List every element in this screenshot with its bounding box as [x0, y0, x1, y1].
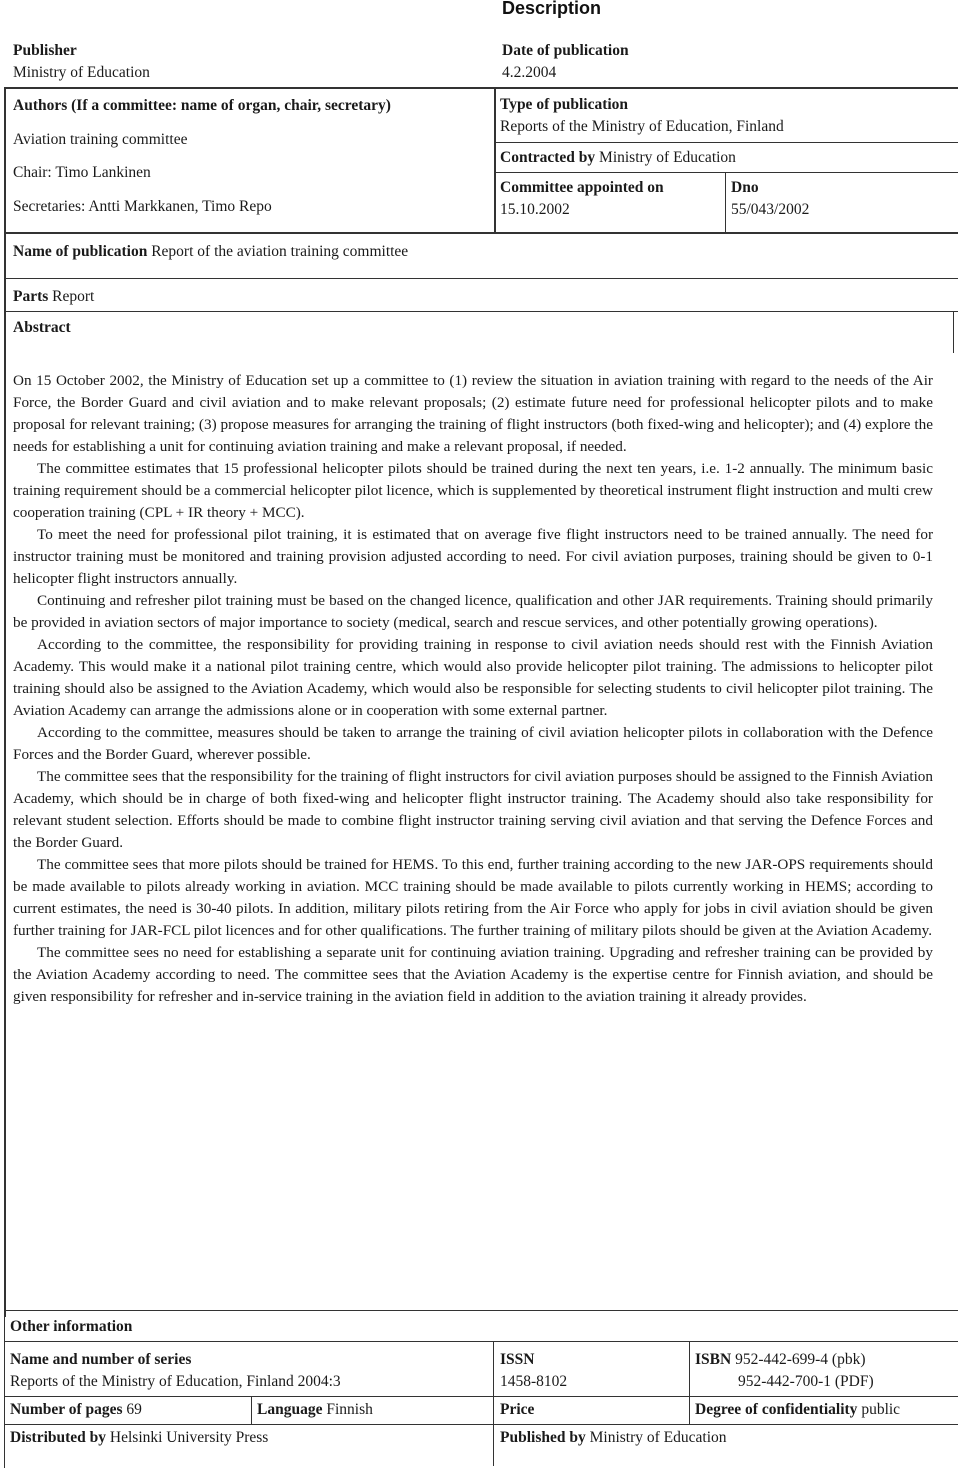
dno-value: 55/043/2002 — [731, 201, 810, 218]
distributed-label: Distributed by — [10, 1429, 107, 1446]
divider-dno — [725, 172, 726, 232]
divider-pages — [4, 1424, 958, 1425]
isbn-label: ISBN — [695, 1351, 732, 1368]
series-value: Reports of the Ministry of Education, Finland 2004:3 — [10, 1373, 341, 1390]
divider-parts — [4, 311, 958, 312]
abstract-body — [13, 370, 933, 1008]
distributed-value: Helsinki University Press — [109, 1429, 269, 1446]
committee-appointed-label: Committee appointed on — [500, 179, 664, 196]
committee-appointed-value: 15.10.2002 — [500, 201, 570, 218]
pages-label: Number of pages — [10, 1401, 123, 1418]
language-label: Language — [257, 1401, 323, 1418]
footer-col-divider-3 — [251, 1396, 252, 1424]
abstract-paragraph: The committee sees that the responsibility for the training of flight instructors for civil aviation purposes should be assigned to the Finnish Aviation Academy, which should be in charge of both fixed-wing and helicopter flight instructor training. The Academy should also take responsibility for relevant student selection. Efforts should be made to combine flight instructor training serving civil aviation and that serving the Defence Forces and the Border Guard. — [13, 768, 933, 851]
date-of-publication-label: Date of publication — [502, 42, 629, 59]
parts-label: Parts — [13, 288, 49, 305]
footer-col-divider-1 — [493, 1341, 494, 1466]
abstract-paragraph: The committee estimates that 15 professional helicopter pilots should be trained during the next ten years, i.e. 1-2 annually. The minimum basic training requirement should be a commercial helicopter pilot licence, which is supplemented by theoretical instrument flight instruction and multi crew cooperation training (CPL + IR theory + MCC). — [13, 460, 933, 521]
isbn-pbk-value: 952-442-699-4 (pbk) — [735, 1351, 866, 1368]
divider-name — [4, 278, 958, 279]
page-title: Description — [502, 0, 602, 18]
abstract-label: Abstract — [13, 319, 71, 336]
authors-secretaries: Secretaries: Antti Markkanen, Timo Repo — [13, 198, 272, 215]
divider-other-info — [4, 1341, 958, 1342]
authors-label: Authors (If a committee: name of organ, chair, secretary) — [13, 97, 391, 114]
divider-series — [4, 1396, 958, 1397]
abstract-paragraph: According to the committee, measures should be taken to arrange the training of civil aviation helicopter pilots in collaboration with the Defence Forces and the Border Guard, wherever possible. — [13, 724, 933, 763]
divider-type — [494, 142, 958, 143]
type-of-publication-label: Type of publication — [500, 96, 629, 113]
footer-col-divider-2 — [689, 1341, 690, 1424]
name-of-publication-label: Name of publication — [13, 243, 148, 260]
contracted-by — [500, 149, 736, 167]
parts-value: Report — [52, 288, 95, 305]
contracted-by-value: Ministry of Education — [599, 149, 736, 166]
language — [257, 1401, 373, 1419]
name-of-publication-value: Report of the aviation training committee — [151, 243, 409, 260]
parts — [13, 288, 94, 306]
contracted-by-label: Contracted by — [500, 149, 596, 166]
name-of-publication — [13, 243, 408, 261]
price-label: Price — [500, 1401, 535, 1418]
abstract-paragraph: According to the committee, the responsibility for providing training in response to civil aviation needs should rest with the Finnish Aviation Academy. This would make it a national pilot training centre, which would also provide helicopter pilot training. The admissions to helicopter pilot training should also be assigned to the Aviation Academy, which would also be responsible for selecting students to civil helicopter pilot training. The Aviation Academy can arrange the admissions alone or in cooperation with some external partner. — [13, 636, 933, 719]
authors-chair: Chair: Timo Lankinen — [13, 164, 151, 181]
pages-value: 69 — [126, 1401, 142, 1418]
other-information-label: Other information — [10, 1318, 133, 1335]
publisher-value: Ministry of Education — [13, 64, 150, 81]
authors-committee: Aviation training committee — [13, 131, 188, 148]
column-divider — [494, 87, 496, 232]
published-value: Ministry of Education — [589, 1429, 727, 1446]
confidentiality-value: public — [861, 1401, 901, 1418]
number-of-pages — [10, 1401, 142, 1419]
divider-top — [4, 87, 958, 89]
isbn-pbk — [695, 1351, 866, 1369]
abstract-right-border — [953, 311, 954, 353]
abstract-paragraph: On 15 October 2002, the Ministry of Education set up a committee to (1) review the situation in aviation training with regard to the needs of the Air Force, the Border Guard and civil aviation and to make relevant proposals; (2) estimate future need for professional helicopter pilots and to make proposal for relevant training; (3) propose measures for arranging the training of flight instructors (both fixed-wing and helicopter); and (4) explore the needs for establishing a unit for continuing aviation training and make a relevant proposal, if needed. — [13, 372, 933, 455]
distributed-by — [10, 1429, 268, 1447]
form-left-border — [4, 87, 6, 1317]
isbn-pdf-value: 952-442-700-1 (PDF) — [738, 1373, 874, 1390]
confidentiality-label: Degree of confidentiality — [695, 1401, 858, 1418]
series-label: Name and number of series — [10, 1351, 192, 1368]
divider-header-bottom — [4, 232, 958, 234]
publisher-label: Publisher — [13, 42, 77, 59]
issn-value: 1458-8102 — [500, 1373, 568, 1390]
abstract-paragraph: The committee sees that more pilots should be trained for HEMS. To this end, further training according to the new JAR-OPS requirements should be made available to pilots already working in aviation. MCC training should be made available to pilots currently working in HEMS; according to current estimates, the need is 30-40 pilots. In addition, military pilots retiring from the Air Force who apply for jobs in civil aviation should be given further training for JAR-FCL pilot licences and for other qualifications. The further training of military pilots should be given at the Aviation Academy. — [13, 856, 933, 939]
type-of-publication-value: Reports of the Ministry of Education, Finland — [500, 118, 784, 135]
abstract-paragraph: To meet the need for professional pilot training, it is estimated that on average five flight instructors need to be trained annually. The need for instructor training must be monitored and training provision adjusted according to need. For civil aviation purposes, training should be given to 0-1 helicopter flight instructors annually. — [13, 526, 933, 587]
abstract-paragraph: The committee sees no need for establishing a separate unit for continuing aviation training. Upgrading and refresher training can be provided by the Aviation Academy according to need. The committee sees that the Aviation Academy is the expertise centre for Finnish aviation, and should be given responsibility for refresher and in-service training in the aviation field in addition to the aviation training it already provides. — [13, 944, 933, 1005]
abstract-paragraph: Continuing and refresher pilot training must be based on the changed licence, qualification and other JAR requirements. Training should primarily be provided in aviation sectors of major importance to society (medical, search and rescue services, and other potentially growing operations). — [13, 592, 933, 631]
dno-label: Dno — [731, 179, 759, 196]
published-by — [500, 1429, 727, 1447]
confidentiality — [695, 1401, 900, 1419]
language-value: Finnish — [326, 1401, 373, 1418]
date-of-publication-value: 4.2.2004 — [502, 64, 557, 81]
issn-label: ISSN — [500, 1351, 535, 1368]
published-label: Published by — [500, 1429, 586, 1446]
divider-contracted — [494, 172, 958, 173]
